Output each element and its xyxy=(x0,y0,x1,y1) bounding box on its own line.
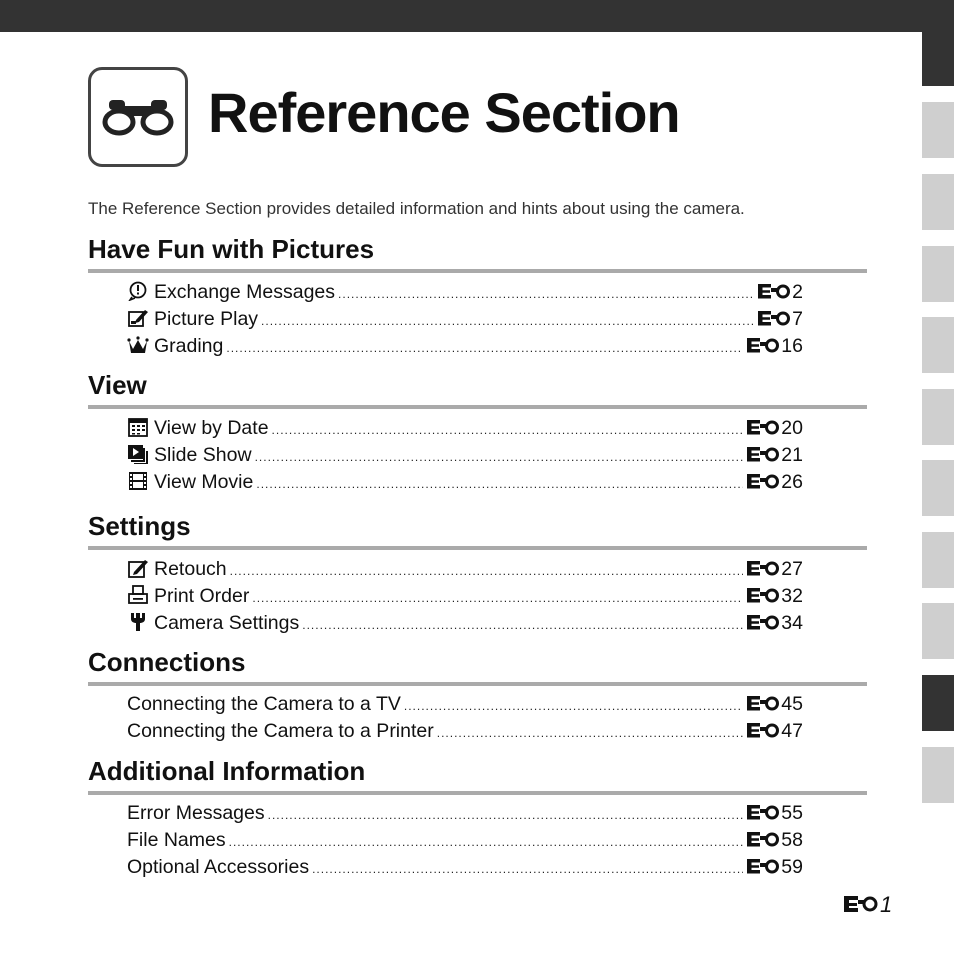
section-title: Connections xyxy=(88,647,246,677)
section-divider xyxy=(88,682,867,686)
side-tab[interactable] xyxy=(922,32,954,86)
reference-section-icon xyxy=(746,804,780,820)
toc-entry-label: Camera Settings xyxy=(154,612,300,634)
slide-show-icon xyxy=(127,444,149,464)
dot-leader xyxy=(268,802,744,829)
toc-entry-page-number: 32 xyxy=(781,585,803,607)
toc-entry[interactable] xyxy=(127,305,803,332)
dot-leader xyxy=(261,308,754,335)
toc-entry-page-number: 34 xyxy=(781,612,803,634)
toc-entry-label: Exchange Messages xyxy=(154,281,336,303)
toc-entry-label: Connecting the Camera to a TV xyxy=(127,693,401,715)
reference-section-icon xyxy=(746,722,780,738)
toc-entry-label: Print Order xyxy=(154,585,250,607)
toc-entry-page xyxy=(757,279,803,306)
dot-leader xyxy=(256,471,743,498)
toc-entry[interactable] xyxy=(127,827,803,854)
toc-entry-page xyxy=(746,610,803,637)
section-title: View xyxy=(88,370,147,400)
toc-entry-list xyxy=(127,414,803,495)
section-divider xyxy=(88,405,867,409)
dot-leader xyxy=(437,720,744,747)
reference-section-icon xyxy=(842,894,878,912)
toc-entry-page xyxy=(746,827,803,854)
toc-entry-page-number: 45 xyxy=(781,693,803,715)
section-title: Settings xyxy=(88,511,191,541)
toc-entry-label: Error Messages xyxy=(127,802,265,824)
toc-entry-page xyxy=(746,691,803,718)
toc-entry[interactable] xyxy=(127,332,803,359)
toc-entry-list xyxy=(127,555,803,636)
exchange-messages-icon xyxy=(127,281,149,301)
toc-entry-page xyxy=(746,442,803,469)
toc-entry-page-number: 7 xyxy=(792,308,803,330)
dot-leader xyxy=(302,612,743,639)
toc-entry[interactable] xyxy=(127,854,803,881)
picture-play-icon xyxy=(127,308,149,328)
toc-entry[interactable] xyxy=(127,582,803,609)
reference-section-icon xyxy=(757,283,791,299)
toc-entry[interactable] xyxy=(127,414,803,441)
reference-section-icon xyxy=(757,310,791,326)
toc-entry[interactable] xyxy=(127,800,803,827)
toc-entry-page xyxy=(746,800,803,827)
toc-entry[interactable] xyxy=(127,468,803,495)
toc-entry[interactable] xyxy=(127,718,803,745)
toc-entry-page-number: 26 xyxy=(781,471,803,493)
toc-entry-page xyxy=(757,306,803,333)
reference-section-icon xyxy=(746,695,780,711)
toc-entry-label: File Names xyxy=(127,829,226,851)
toc-section xyxy=(88,370,867,495)
dot-leader xyxy=(272,417,744,444)
reference-section-icon xyxy=(746,614,780,630)
toc-entry-page xyxy=(746,583,803,610)
toc-entry-page-number: 2 xyxy=(792,281,803,303)
side-tab[interactable] xyxy=(922,389,954,445)
side-tab[interactable] xyxy=(922,603,954,659)
toc-entry-page-number: 58 xyxy=(781,829,803,851)
section-title: Additional Information xyxy=(88,756,366,786)
toc-entry-page xyxy=(746,854,803,881)
dot-leader xyxy=(229,829,744,856)
toc-entry-page-number: 59 xyxy=(781,856,803,878)
reference-section-icon xyxy=(746,419,780,435)
toc-entry-page-number: 21 xyxy=(781,444,803,466)
reference-section-icon xyxy=(746,587,780,603)
toc-entry-label: Slide Show xyxy=(154,444,252,466)
dot-leader xyxy=(252,585,743,612)
reference-section-icon xyxy=(746,473,780,489)
side-tab[interactable] xyxy=(922,317,954,373)
toc-entry[interactable] xyxy=(127,555,803,582)
toc-section xyxy=(88,234,867,359)
section-divider xyxy=(88,791,867,795)
grading-icon xyxy=(127,335,149,355)
top-bar xyxy=(0,0,954,32)
toc-section xyxy=(88,647,867,745)
toc-entry-page-number: 27 xyxy=(781,558,803,580)
toc-entry-page xyxy=(746,415,803,442)
binoculars-icon xyxy=(88,67,188,167)
page-number xyxy=(842,892,892,918)
reference-section-icon xyxy=(746,560,780,576)
toc-entry-page-number: 20 xyxy=(781,417,803,439)
dot-leader xyxy=(338,281,754,308)
dot-leader xyxy=(312,856,743,883)
toc-entry-label: Grading xyxy=(154,335,224,357)
page-number-value: 1 xyxy=(880,892,893,917)
toc-entry-label: View by Date xyxy=(154,417,269,439)
toc-entry-label: Retouch xyxy=(154,558,227,580)
side-tab[interactable] xyxy=(922,246,954,302)
calendar-icon xyxy=(127,417,149,437)
reference-section-icon xyxy=(746,446,780,462)
side-tab[interactable] xyxy=(922,174,954,230)
toc-entry-list xyxy=(127,800,803,881)
dot-leader xyxy=(404,693,743,720)
toc-entry-page xyxy=(746,333,803,360)
printer-icon xyxy=(127,585,149,605)
toc-entry-list xyxy=(127,278,803,359)
side-tab[interactable] xyxy=(922,747,954,803)
reference-section-icon xyxy=(746,831,780,847)
section-title: Have Fun with Pictures xyxy=(88,234,375,264)
toc-entry-page xyxy=(746,469,803,496)
toc-entry-page xyxy=(746,556,803,583)
toc-entry-label: View Movie xyxy=(154,471,254,493)
toc-entry-page-number: 55 xyxy=(781,802,803,824)
toc-entry-page-number: 47 xyxy=(781,720,803,742)
dot-leader xyxy=(255,444,744,471)
section-divider xyxy=(88,269,867,273)
dot-leader xyxy=(226,335,743,362)
film-icon xyxy=(127,471,149,491)
toc-entry-label: Optional Accessories xyxy=(127,856,310,878)
toc-entry-label: Connecting the Camera to a Printer xyxy=(127,720,434,742)
toc-entry-list xyxy=(127,691,803,745)
side-tab[interactable] xyxy=(922,102,954,158)
section-divider xyxy=(88,546,867,550)
reference-section-icon xyxy=(746,337,780,353)
toc-entry[interactable] xyxy=(127,609,803,636)
retouch-icon xyxy=(127,558,149,578)
side-tab[interactable] xyxy=(922,532,954,588)
toc-entry[interactable] xyxy=(127,441,803,468)
toc-section xyxy=(88,756,867,881)
side-tab-active[interactable] xyxy=(922,675,954,731)
toc-entry-page-number: 16 xyxy=(781,335,803,357)
toc-entry-page xyxy=(746,718,803,745)
toc-entry-label: Picture Play xyxy=(154,308,259,330)
reference-section-icon xyxy=(746,858,780,874)
toc-section xyxy=(88,511,867,636)
toc-entry[interactable] xyxy=(127,278,803,305)
toc-entry[interactable] xyxy=(127,691,803,718)
page-title: Reference Section xyxy=(208,81,680,144)
dot-leader xyxy=(230,558,744,585)
wrench-icon xyxy=(127,612,149,632)
intro-text: The Reference Section provides detailed information and hints about using the camera. xyxy=(88,199,745,218)
side-tab[interactable] xyxy=(922,460,954,516)
